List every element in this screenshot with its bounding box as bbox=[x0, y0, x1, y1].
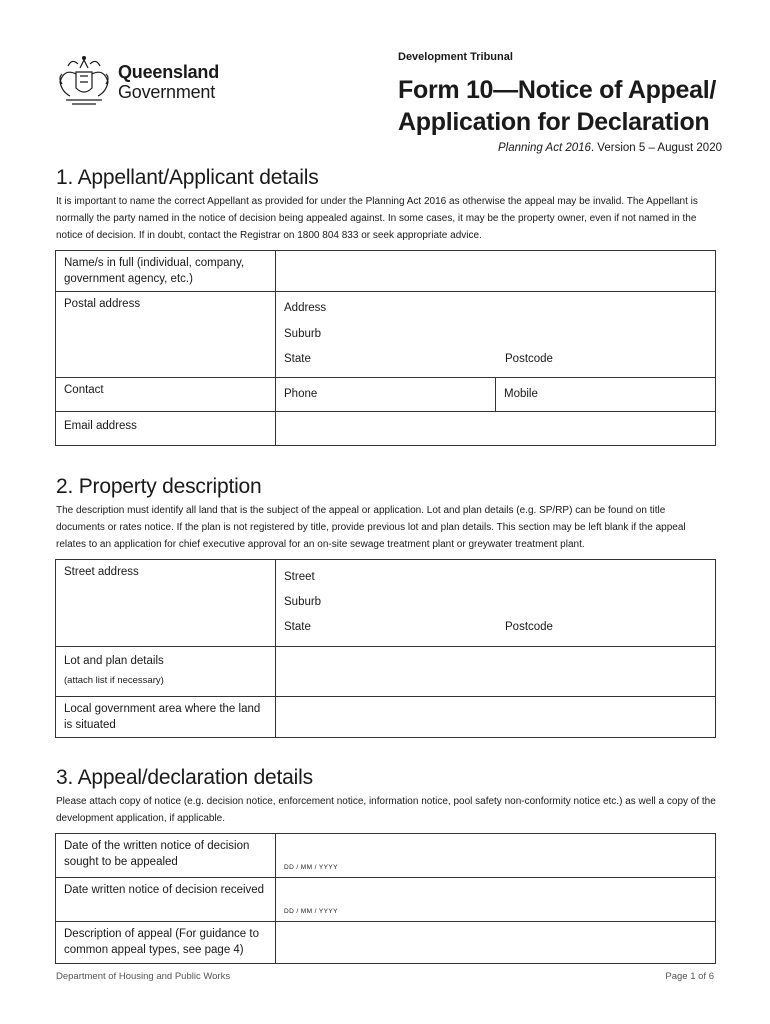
postal-address-label: Postal address bbox=[56, 292, 276, 378]
date-received-input[interactable] bbox=[276, 878, 716, 922]
page-header bbox=[0, 0, 770, 170]
suburb-field-label-2: Suburb bbox=[284, 596, 322, 608]
appeal-description-label: Description of appeal (For guidance to common appeal types, see page 4) bbox=[56, 922, 276, 964]
footer-page-number: Page 1 of 6 bbox=[665, 971, 714, 982]
appellant-details-table bbox=[55, 250, 716, 446]
street-field-label: Street bbox=[284, 571, 315, 583]
date-received-placeholder: DD / MM / YYYY bbox=[284, 908, 338, 915]
section-1-description: It is important to name the correct Appellant as provided for under the Planning Act 2016 as otherwise the appeal may be invalid. The Appellant is normally the party named in the notice of decision being appealed against. In some cases, it may be the property owner, even if not named in the notice of decision. If in doubt, contact the Registrar on 1800 804 833 or seek appropriate advice. bbox=[56, 196, 698, 241]
footer-department: Department of Housing and Public Works bbox=[56, 971, 231, 982]
version-line bbox=[498, 142, 722, 154]
date-sought-label: Date of the written notice of decision sought to be appealed bbox=[56, 834, 276, 878]
logo-queensland: Queensland bbox=[118, 62, 220, 82]
suburb-field-label: Suburb bbox=[284, 328, 322, 340]
date-received-label: Date written notice of decision received bbox=[56, 878, 276, 922]
contact-label: Contact bbox=[56, 378, 276, 412]
lot-plan-input[interactable] bbox=[276, 647, 716, 697]
form-title: Form 10—Notice of Appeal/ Application for Declaration bbox=[398, 76, 717, 136]
phone-input[interactable] bbox=[276, 378, 496, 412]
property-description-table bbox=[55, 559, 716, 738]
state-field-label: State bbox=[284, 353, 311, 365]
coat-of-arms-icon bbox=[54, 52, 114, 108]
postcode-field-label-2: Postcode bbox=[505, 621, 553, 633]
section-2-title: 2. Property description bbox=[56, 475, 262, 498]
appeal-details-table bbox=[55, 833, 716, 964]
lga-label: Local government area where the land is situated bbox=[56, 697, 276, 738]
appeal-description-input[interactable] bbox=[276, 922, 716, 964]
date-sought-placeholder: DD / MM / YYYY bbox=[284, 864, 338, 871]
section-1-title: 1. Appellant/Applicant details bbox=[56, 166, 319, 189]
address-field-label: Address bbox=[284, 302, 327, 314]
email-label: Email address bbox=[56, 412, 276, 446]
tribunal-name: Development Tribunal bbox=[398, 51, 513, 63]
street-address-input[interactable] bbox=[276, 560, 716, 647]
postal-address-input[interactable] bbox=[276, 292, 716, 378]
act-name: Planning Act 2016 bbox=[498, 142, 591, 154]
names-input[interactable] bbox=[276, 251, 716, 292]
version-text: . Version 5 – August 2020 bbox=[590, 142, 722, 154]
lot-plan-label bbox=[56, 647, 276, 697]
phone-field-label: Phone bbox=[284, 388, 318, 400]
lot-plan-title: Lot and plan details bbox=[64, 655, 164, 667]
section-3-description: Please attach copy of notice (e.g. decision notice, enforcement notice, information notice, pool safety non-conformity notice etc.) as well a copy of the development application, if applicable. bbox=[56, 796, 716, 824]
queensland-government-logo bbox=[54, 52, 234, 110]
date-sought-input[interactable] bbox=[276, 834, 716, 878]
state-field-label-2: State bbox=[284, 621, 311, 633]
lga-input[interactable] bbox=[276, 697, 716, 738]
section-2-description: The description must identify all land that is the subject of the appeal or application. Lot and plan details (e.g. SP/RP) can be found on title documents or rates notice. If the plan is not registered by title, provide previous lot and plan details. This section may be left blank if the appeal relates to an application for chief executive approval for an on-site sewage treatment plant or greywater treatment plant. bbox=[56, 505, 686, 550]
names-label: Name/s in full (individual, company, government agency, etc.) bbox=[56, 251, 276, 292]
street-address-label: Street address bbox=[56, 560, 276, 647]
section-3-title: 3. Appeal/declaration details bbox=[56, 766, 313, 789]
lot-plan-note: (attach list if necessary) bbox=[64, 675, 164, 686]
mobile-field-label: Mobile bbox=[504, 388, 538, 400]
email-input[interactable] bbox=[276, 412, 716, 446]
logo-government: Government bbox=[118, 82, 216, 102]
postcode-field-label: Postcode bbox=[505, 353, 553, 365]
mobile-input[interactable] bbox=[496, 378, 716, 412]
